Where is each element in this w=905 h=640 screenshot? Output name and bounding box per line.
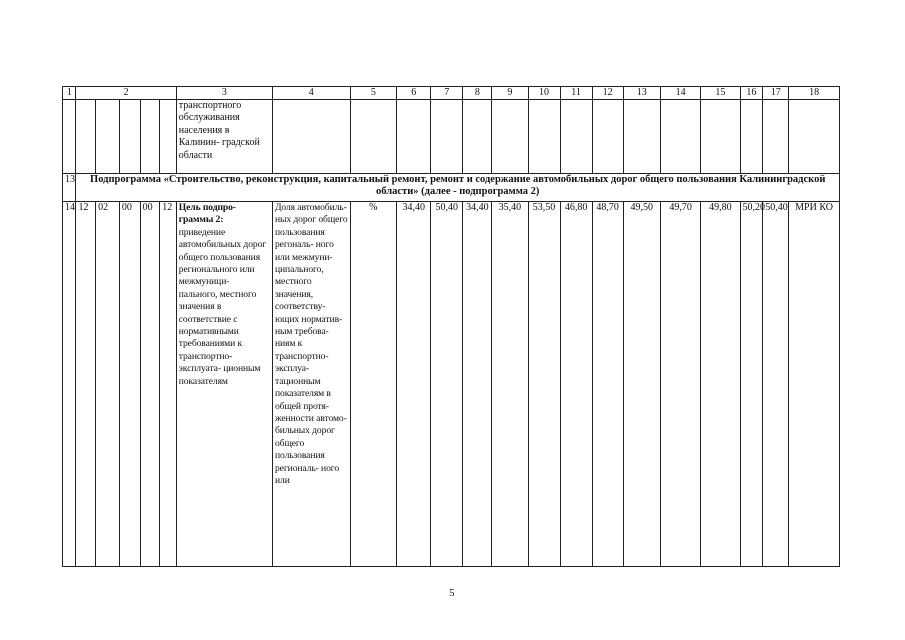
row-number: 14	[63, 202, 76, 567]
value-cell: 34,40	[397, 202, 431, 567]
value-cell: 49,50	[623, 202, 660, 567]
header-cell: 6	[397, 87, 431, 100]
goal-text: приведение автомобильных дорог общего пользования регионального или межмуници- пального, местного значения в соответствие с нормативными требованиями к транспортно- эксплуата- ционным показателям	[178, 226, 267, 387]
value-cell: 49,80	[701, 202, 740, 567]
value-cell: 50,20	[740, 202, 763, 567]
code-cell: 00	[140, 202, 160, 567]
header-cell: 14	[660, 87, 700, 100]
indicators-table	[62, 86, 840, 567]
header-cell: 3	[176, 87, 272, 100]
value-cell: 49,70	[660, 202, 700, 567]
value-cell: 35,40	[492, 202, 528, 567]
header-cell: 10	[528, 87, 560, 100]
header-cell: 7	[431, 87, 463, 100]
header-cell: 11	[560, 87, 592, 100]
header-cell: 8	[463, 87, 492, 100]
subprogram-row	[63, 174, 840, 202]
header-cell: 1	[63, 87, 76, 100]
value-cell: 50,40	[763, 202, 789, 567]
page-number: 5	[449, 587, 455, 599]
row-number: 13	[63, 174, 76, 202]
code-cell: 12	[160, 202, 177, 567]
header-cell: 16	[740, 87, 763, 100]
header-cell: 18	[789, 87, 840, 100]
header-cell: 17	[763, 87, 789, 100]
indicator-name: Доля автомобиль- ных дорог общего пользования регональ- ного или межмуни- ципального, местного значения, соответству- ющих норматив- ным требова- ниям к транспортно- эксплуа- тационным показателям в общей протя- женности автомо- бильных дорог общего пользования региональ- ного или	[272, 202, 350, 567]
column-header-row	[63, 87, 840, 100]
unit-cell: %	[350, 202, 397, 567]
continuation-row	[63, 100, 840, 174]
value-cell: 48,70	[592, 202, 623, 567]
value-cell: 53,50	[528, 202, 560, 567]
responsible-cell: МРИ КО	[789, 202, 840, 567]
value-cell: 34,40	[463, 202, 492, 567]
value-cell: 50,40	[431, 202, 463, 567]
header-cell: 15	[701, 87, 740, 100]
header-cell: 12	[592, 87, 623, 100]
header-cell: 4	[272, 87, 350, 100]
header-cell: 5	[350, 87, 397, 100]
header-cell: 13	[623, 87, 660, 100]
code-cell: 12	[76, 202, 96, 567]
header-cell: 9	[492, 87, 528, 100]
code-cell: 00	[119, 202, 140, 567]
header-cell: 2	[76, 87, 176, 100]
goal-label: Цель подпро- граммы 2:	[178, 202, 236, 226]
subprogram-title: Подпрограмма «Строительство, реконструкция, капитальный ремонт, ремонт и содержание автомобильных дорог общего пользования Калининградской области» (далее - подпрограмма 2)	[76, 174, 840, 202]
code-cell: 02	[96, 202, 120, 567]
indicator-row	[63, 202, 840, 567]
goal-cell	[176, 202, 272, 567]
goal-text-continuation: транспортного обслуживания населения в Калинин- градской области	[176, 100, 272, 174]
value-cell: 46,80	[560, 202, 592, 567]
